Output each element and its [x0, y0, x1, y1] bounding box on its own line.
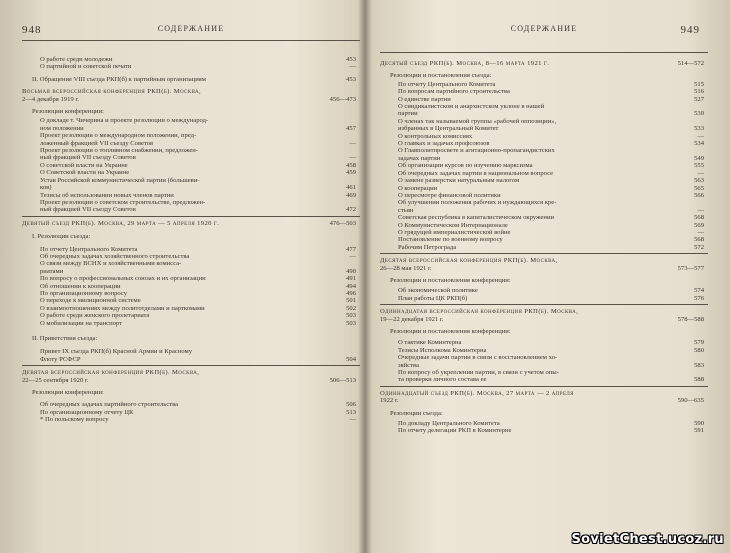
toc-entry — [22, 253, 360, 260]
toc-entry-title: Рабочим Петрограда — [398, 243, 457, 251]
toc-entry-title: партии — [398, 110, 418, 118]
toc-entry — [22, 233, 360, 240]
toc-entry — [380, 72, 708, 79]
toc-entry-page: 477 — [346, 245, 356, 253]
toc-entry-title: ложенный фракцией VII съезду Советов — [40, 139, 154, 147]
toc-entry — [380, 207, 708, 214]
toc-entry-page: 590 — [694, 420, 704, 428]
toc-entry-page: 516 — [694, 88, 704, 96]
toc-entry-title: О Советской власти на Украине — [40, 169, 130, 177]
toc-entry-title: II. Обращение VIII съезда РКП(б) к партийным организациям — [32, 75, 206, 83]
toc-entry-title: ном положении — [40, 124, 84, 132]
toc-entry — [22, 63, 360, 70]
toc-entry-page: 549 — [694, 154, 704, 162]
toc-entry-title: 26—28 мая 1921 г. — [380, 264, 432, 272]
site-watermark: SovietChest.ucoz.ru — [571, 532, 724, 547]
toc-entry — [22, 305, 360, 312]
toc-entry-title: О тактике Коминтерна — [398, 339, 462, 347]
toc-entry-page: 496 — [346, 289, 356, 297]
toc-entry-title: Постановление по военному вопросу — [398, 236, 503, 244]
toc-entry — [380, 369, 708, 376]
toc-entry-title: Резолюции конференции: — [32, 389, 104, 397]
toc-entry-title: О партийной и советской печати — [40, 63, 132, 71]
toc-entry-title: О работе среди женского пролетариата — [40, 312, 150, 320]
toc-entry — [22, 275, 360, 282]
toc-entry-page: 576 — [694, 294, 704, 302]
toc-entry-title: Резолюции и постановления конференции: — [390, 328, 511, 335]
toc-entry — [380, 316, 708, 323]
toc-entry-title: О синдикалистском и анархистском уклоне в нашей — [398, 103, 545, 111]
toc-entry-title: О главках и задачах профсоюзов — [398, 140, 490, 148]
toc-entry-page: — — [697, 206, 704, 214]
toc-entry-title: О замене разверстки натуральным налогом — [398, 177, 520, 185]
toc-entry-title: Резолюции и постановления конференции: — [390, 276, 511, 284]
toc-entry — [380, 155, 708, 162]
toc-entry — [380, 214, 708, 221]
toc-entry — [380, 277, 708, 284]
toc-entry — [380, 354, 708, 361]
toc-entry — [380, 328, 708, 335]
toc-entry-page: 573—577 — [677, 264, 704, 272]
toc-entry-title: План работы ЦК РКП(б) — [398, 294, 468, 302]
toc-entry-page: — — [349, 252, 356, 260]
toc-entry — [22, 154, 360, 161]
toc-entry — [380, 110, 708, 117]
toc-entry — [22, 369, 360, 376]
toc-entry — [380, 170, 708, 177]
toc-entry-page: 568 — [694, 236, 704, 244]
toc-entry-title: О единстве партии — [398, 95, 451, 103]
toc-entry-page: 506—513 — [329, 376, 356, 384]
toc-entry — [22, 348, 360, 355]
toc-entry — [380, 229, 708, 236]
toc-entry-title: 2—4 декабря 1919 г. — [22, 95, 79, 103]
toc-entry-page: 590—635 — [677, 397, 704, 405]
toc-entry-page: 453 — [346, 75, 356, 83]
toc-entry-title: Резолюции конференции: — [32, 108, 104, 116]
left-page-number: 948 — [22, 24, 42, 36]
toc-entry — [22, 409, 360, 416]
toc-entry-title: Устав Российской коммунистической партии (большеви- — [40, 176, 200, 184]
toc-entry-title: риатами — [40, 267, 64, 275]
toc-entry-title: Одиннадцатая всероссийская конференция РКП(б). Москва, — [380, 308, 579, 316]
toc-entry-page: 563 — [694, 177, 704, 185]
toc-entry-title: ный фракцией VII съезду Советов — [40, 154, 136, 162]
toc-entry — [380, 287, 708, 294]
toc-entry-page: 459 — [346, 169, 356, 177]
toc-entry — [22, 283, 360, 290]
toc-entry — [380, 162, 708, 169]
toc-entry-title: Проект резолюции о топливном снабжении, предложен- — [40, 147, 198, 155]
toc-entry-page: 504 — [346, 355, 356, 363]
toc-entry-title: О кооперации — [398, 184, 438, 192]
toc-entry-title: О советской власти на Украине — [40, 161, 128, 169]
toc-entry-page: — — [697, 132, 704, 140]
toc-entry — [380, 376, 708, 383]
toc-entry-page: 574 — [694, 287, 704, 295]
toc-entry-page: 472 — [346, 206, 356, 214]
toc-entry-title: По отчету Центрального Комитета — [398, 80, 496, 88]
toc-entry — [22, 220, 360, 227]
toc-entry-page: 506 — [346, 401, 356, 409]
toc-entry-page: 578—588 — [677, 315, 704, 323]
toc-entry-title: 22—25 сентября 1920 г. — [22, 376, 89, 384]
toc-entry-page: 515 — [694, 80, 704, 88]
toc-entry-page: 588 — [694, 376, 704, 384]
section-divider — [380, 386, 708, 387]
toc-entry-title: Об организации курсов по изучению марксизма — [398, 162, 533, 170]
toc-entry — [380, 339, 708, 346]
toc-entry-title: * По польскому вопросу — [40, 416, 109, 424]
toc-entry-title: По организационному отчету ЦК — [40, 408, 134, 416]
toc-entry — [22, 206, 360, 213]
toc-entry-title: По отчету Центрального Комитета — [40, 245, 138, 253]
toc-entry — [22, 125, 360, 132]
toc-entry-title: О контрольных комиссиях — [398, 132, 473, 140]
toc-entry — [22, 56, 360, 63]
toc-entry — [380, 88, 708, 95]
toc-entry — [380, 244, 708, 251]
toc-entry — [22, 117, 360, 124]
toc-entry-title: I. Резолюции съезда: — [32, 233, 91, 241]
left-header-rule — [22, 40, 360, 41]
right-page-header — [380, 24, 708, 40]
toc-entry-page: — — [349, 139, 356, 147]
toc-entry-page: 503 — [346, 312, 356, 320]
toc-entry-title: Резолюции и постановления съезда: — [390, 72, 492, 80]
toc-entry — [22, 416, 360, 423]
toc-entry — [380, 308, 708, 315]
toc-entry — [380, 410, 708, 417]
toc-entry-title: О Коммунистическом Интернационале — [398, 221, 508, 229]
section-divider — [22, 216, 360, 217]
toc-entry-title: О работе среди молодежи — [40, 56, 113, 63]
toc-entry-page: 502 — [346, 304, 356, 312]
toc-entry — [380, 125, 708, 132]
toc-entry — [380, 103, 708, 110]
toc-entry — [380, 185, 708, 192]
toc-entry — [380, 390, 708, 397]
toc-entry-page: 527 — [694, 95, 704, 103]
toc-entry-page: 453 — [346, 56, 356, 63]
toc-entry — [380, 192, 708, 199]
toc-entry — [22, 147, 360, 154]
toc-entry-title: О членах так называемой группы «рабочей оппозиции», — [398, 117, 557, 125]
toc-entry-page: 572 — [694, 243, 704, 251]
toc-entry — [380, 420, 708, 427]
toc-entry-title: Тезисы Исполкома Коминтерна — [398, 346, 487, 354]
toc-entry-title: По отчету делегации РКП в Коминтерне — [398, 427, 512, 435]
section-divider — [380, 304, 708, 305]
toc-entry — [22, 76, 360, 83]
toc-entry-title: О взаимоотношениях между политотделами и парткомами — [40, 304, 205, 312]
toc-entry-title: Резолюции съезда: — [390, 409, 443, 417]
toc-entry-page: 534 — [694, 140, 704, 148]
toc-entry-page: 457 — [346, 124, 356, 132]
toc-entry-title: ный фракцией VII съезду Советов — [40, 206, 136, 214]
toc-entry — [22, 140, 360, 147]
toc-entry-page: 461 — [346, 184, 356, 192]
toc-entry-title: По вопросам партийного строительства — [398, 88, 510, 96]
toc-entry — [380, 118, 708, 125]
toc-entry-page: 583 — [694, 361, 704, 369]
toc-entry-title: Об очередных задачах партии в национальном вопросе — [398, 169, 554, 177]
toc-entry-title: Привет IX съезда РКП(б) Красной Армии и Красному — [40, 348, 192, 356]
toc-entry-title: По вопросу о профессиональных союзах и их организации — [40, 275, 206, 283]
toc-entry — [380, 397, 708, 404]
toc-entry — [380, 295, 708, 302]
toc-entry-page: 458 — [346, 161, 356, 169]
toc-entry-page: 533 — [694, 125, 704, 133]
toc-entry — [380, 60, 708, 67]
toc-entry — [380, 347, 708, 354]
toc-entry-title: Очередные задачи партии в связи с восстановлением хо- — [398, 354, 558, 362]
right-page-number: 949 — [680, 24, 700, 36]
toc-entry-title: II. Приветствия съезда: — [32, 335, 98, 342]
toc-entry-page: 566 — [694, 191, 704, 199]
toc-entry-title: По вопросу об укреплении партии, в связи с учетом опы- — [398, 369, 559, 377]
toc-entry — [22, 192, 360, 199]
toc-entry — [380, 81, 708, 88]
toc-entry — [22, 268, 360, 275]
toc-entry — [22, 320, 360, 327]
toc-entry — [22, 96, 360, 103]
toc-entry-title: та проверки личного состава ее — [398, 376, 487, 384]
toc-entry-title: ков) — [40, 184, 52, 192]
toc-entry — [22, 290, 360, 297]
toc-entry — [380, 427, 708, 434]
toc-entry — [380, 140, 708, 147]
toc-entry — [22, 356, 360, 363]
toc-entry-title: Проект резолюции о советском строительстве, предложен- — [40, 198, 206, 206]
toc-entry-page: 591 — [694, 427, 704, 435]
toc-entry — [380, 133, 708, 140]
toc-entry — [22, 260, 360, 267]
left-running-title: СОДЕРЖАНИЕ — [157, 24, 225, 33]
toc-entry-page: 513 — [346, 408, 356, 416]
toc-entry-title: Десятая всероссийская конференция РКП(б). Москва, — [380, 257, 558, 265]
toc-entry — [22, 177, 360, 184]
toc-entry-title: О пересмотре финансовой политики — [398, 191, 501, 199]
toc-entry — [380, 362, 708, 369]
toc-entry-title: О Главполитпросвете и агитационно-пропагандистских — [398, 147, 555, 155]
toc-entry-title: 19—22 декабря 1921 г. — [380, 315, 444, 323]
toc-entry-title: задачах партии — [398, 154, 441, 162]
toc-entry — [22, 377, 360, 384]
toc-entry-page: 565 — [694, 184, 704, 192]
toc-entry-page: — — [349, 416, 356, 424]
toc-entry-page: 555 — [694, 162, 704, 170]
toc-entry-title: Об улучшении положения рабочих и нуждающихся кре- — [398, 199, 557, 207]
toc-entry-page: 514—572 — [677, 60, 704, 67]
toc-entry-title: О мобилизации на транспорт — [40, 319, 123, 327]
toc-entry-title: По докладу Центрального Комитета — [398, 420, 500, 428]
toc-entry-title: Об отношении к кооперации — [40, 282, 121, 290]
toc-entry-page: — — [349, 154, 356, 162]
toc-entry-title: Тезисы об использовании новых членов партии — [40, 191, 174, 199]
toc-entry-title: Флоту РСФСР — [40, 355, 81, 363]
toc-entry-page: 469 — [346, 191, 356, 199]
left-toc-list — [22, 56, 360, 424]
toc-entry-title: По организационному вопросу — [40, 289, 128, 297]
toc-entry-title: Восьмая всероссийская конференция РКП(б). Москва, — [22, 88, 202, 96]
toc-entry — [22, 389, 360, 396]
toc-entry-page: 490 — [346, 267, 356, 275]
toc-entry — [380, 257, 708, 264]
toc-entry — [22, 184, 360, 191]
toc-entry-title: Советская республика в капиталистическом окружении — [398, 214, 554, 222]
toc-entry — [22, 246, 360, 253]
toc-entry-page: 501 — [346, 297, 356, 305]
right-header-rule — [380, 52, 708, 53]
right-toc-list — [380, 60, 708, 435]
toc-entry — [380, 265, 708, 272]
toc-entry-page: 491 — [346, 275, 356, 283]
section-divider — [22, 365, 360, 366]
toc-entry — [22, 88, 360, 95]
toc-entry-title: О грядущей империалистической войне — [398, 228, 511, 236]
toc-entry-title: Проект резолюции о международном положении, пред- — [40, 132, 197, 140]
toc-entry — [380, 147, 708, 154]
toc-entry — [22, 132, 360, 139]
toc-entry — [22, 335, 360, 342]
toc-entry-page: 503 — [346, 319, 356, 327]
toc-entry — [22, 312, 360, 319]
toc-entry — [380, 236, 708, 243]
toc-entry-page: 579 — [694, 339, 704, 347]
right-page — [380, 0, 708, 553]
toc-entry-page: — — [349, 63, 356, 71]
toc-entry-title: О связи между ВСНХ и хозяйственными комисса- — [40, 260, 182, 268]
toc-entry-page: 494 — [346, 282, 356, 290]
toc-entry — [380, 96, 708, 103]
section-divider — [380, 253, 708, 254]
toc-entry-page: 530 — [694, 110, 704, 118]
toc-entry-title: Девятая всероссийская конференция РКП(б). Москва, — [22, 369, 200, 377]
toc-entry — [22, 169, 360, 176]
toc-entry-title: О докладе т. Чичерина и проекте резолюции о международ- — [40, 117, 209, 125]
toc-entry — [22, 162, 360, 169]
right-running-title: СОДЕРЖАНИЕ — [510, 24, 578, 33]
left-page — [22, 0, 360, 553]
toc-entry — [22, 297, 360, 304]
toc-entry-title: Об экономической политике — [398, 287, 478, 295]
toc-entry-title: стьян — [398, 206, 414, 214]
toc-entry-title: Одиннадцатый съезд РКП(б). Москва, 27 марта — 2 апреля — [380, 389, 574, 397]
toc-entry-title: Об очередных задачах партийного строительства — [40, 401, 179, 409]
toc-entry — [380, 199, 708, 206]
toc-entry-page: 580 — [694, 346, 704, 354]
toc-entry-title: О переходе к милиционной системе — [40, 297, 141, 305]
toc-entry — [380, 222, 708, 229]
toc-entry-title: зяйства — [398, 361, 419, 369]
toc-entry-page: — — [697, 169, 704, 177]
toc-entry-title: Об очередных задачах хозяйственного строительства — [40, 252, 190, 260]
toc-entry — [22, 199, 360, 206]
toc-entry — [380, 177, 708, 184]
left-page-header — [22, 24, 360, 40]
toc-entry-page: 476—503 — [329, 219, 356, 227]
toc-entry-page: 568 — [694, 214, 704, 222]
toc-entry-page: 569 — [694, 221, 704, 229]
toc-entry-title: избранных в Центральный Комитет — [398, 125, 499, 133]
toc-entry-page: 456—473 — [329, 95, 356, 103]
toc-entry — [22, 401, 360, 408]
toc-entry-title: Десятый съезд РКП(б). Москва, 8—16 марта 1921 г. — [380, 60, 550, 67]
toc-entry — [22, 108, 360, 115]
toc-entry-page: — — [697, 228, 704, 236]
toc-entry-title: Девятый съезд РКП(б). Москва, 29 марта — 5 апреля 1920 г. — [22, 219, 220, 227]
toc-entry-title: 1922 г. — [380, 397, 399, 405]
